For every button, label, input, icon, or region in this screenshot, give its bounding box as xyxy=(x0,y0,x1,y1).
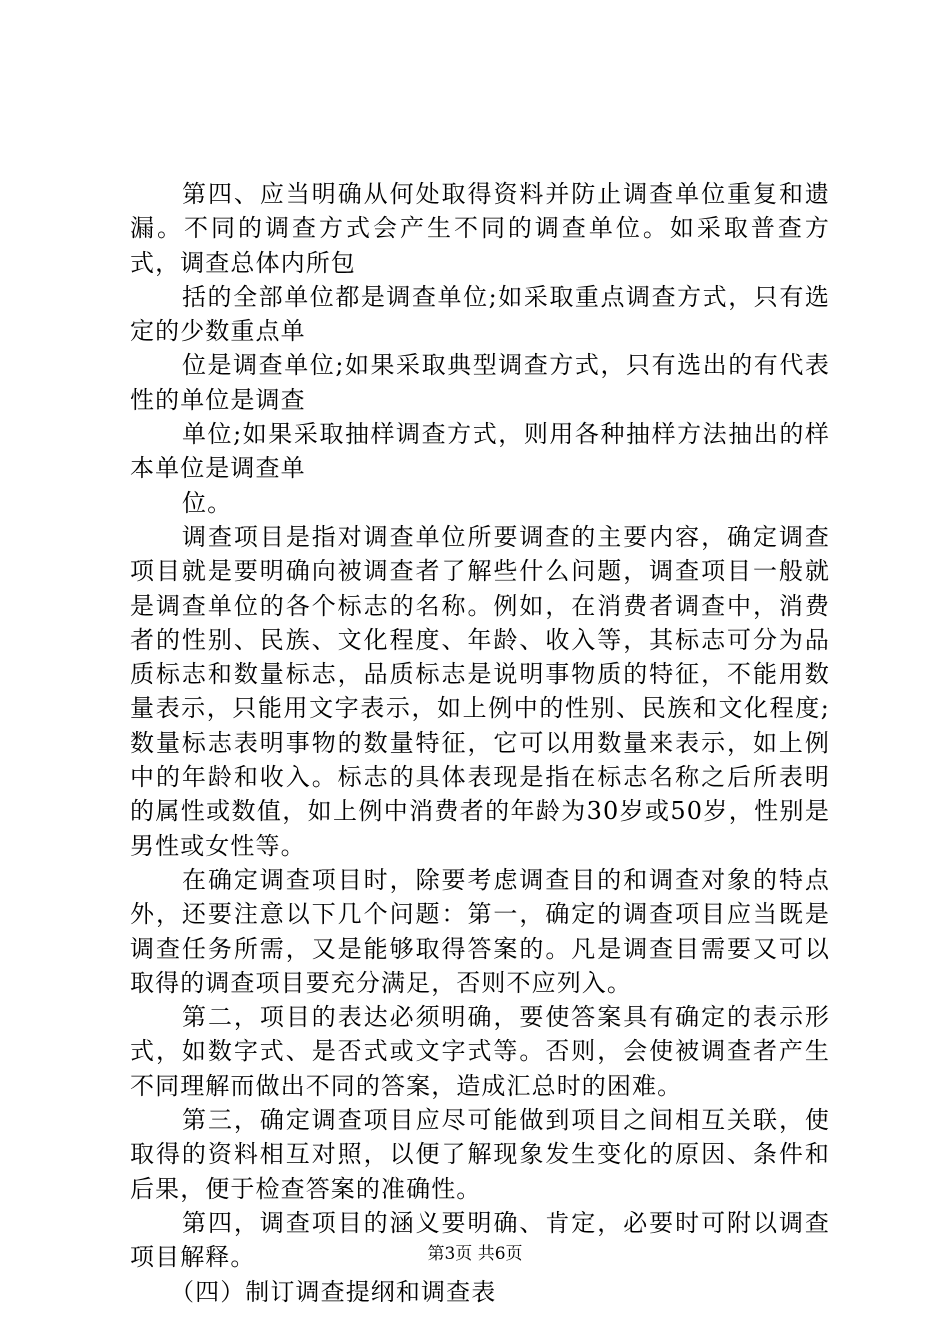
paragraph-7: 在确定调查项目时，除要考虑调查目的和调查对象的特点外，还要注意以下几个问题：第一，确定的调查项目应当既是调查任务所需，又是能够取得答案的。凡是调查目需要又可以取得的调查项目要充分满足，否则不应列入。 xyxy=(130,865,830,997)
section-heading: （四）制订调查提纲和调查表 xyxy=(170,1277,497,1306)
paragraph-5: 位。 xyxy=(182,488,233,517)
paragraph-8: 第二，项目的表达必须明确，要使答案具有确定的表示形式，如数字式、是否式或文字式等。否则，会使被调查者产生不同理解而做出不同的答案，造成汇总时的困难。 xyxy=(130,1003,830,1100)
paragraph-9: 第三，确定调查项目应尽可能做到项目之间相互关联，使取得的资料相互对照，以便了解现象发生变化的原因、条件和后果，便于检查答案的准确性。 xyxy=(130,1106,830,1203)
paragraph-1: 第四、应当明确从何处取得资料并防止调查单位重复和遗漏。不同的调查方式会产生不同的调查单位。如采取普查方式，调查总体内所包 xyxy=(130,180,830,277)
paragraph-3: 位是调查单位;如果采取典型调查方式，只有选出的有代表性的单位是调查 xyxy=(130,351,830,414)
page-footer: 第3页 共6页 xyxy=(427,1244,523,1264)
paragraph-4: 单位;如果采取抽样调查方式，则用各种抽样方法抽出的样本单位是调查单 xyxy=(130,420,830,483)
paragraph-10: 第四，调查项目的涵义要明确、肯定，必要时可附以调查项目解释。 xyxy=(130,1208,830,1272)
document-body xyxy=(130,177,830,1309)
paragraph-2: 括的全部单位都是调查单位;如采取重点调查方式，只有选定的少数重点单 xyxy=(130,282,830,346)
paragraph-6: 调查项目是指对调查单位所要调查的主要内容，确定调查项目就是要明确向被调查者了解些什么问题，调查项目一般就是调查单位的各个标志的名称。例如，在消费者调查中，消费者的性别、民族、文化程度、年龄、收入等，其标志可分为品质标志和数量标志，品质标志是说明事物质的特征，不能用数量表示，只能用文字表示，如上例中的性别、民族和文化程度;数量标志表明事物的数量特征，它可以用数量来表示，如上例中的年龄和收入。标志的具体表现是指在标志名称之后所表明的属性或数值，如上例中消费者的年龄为30岁或50岁，性别是男性或女性等。 xyxy=(130,522,830,860)
